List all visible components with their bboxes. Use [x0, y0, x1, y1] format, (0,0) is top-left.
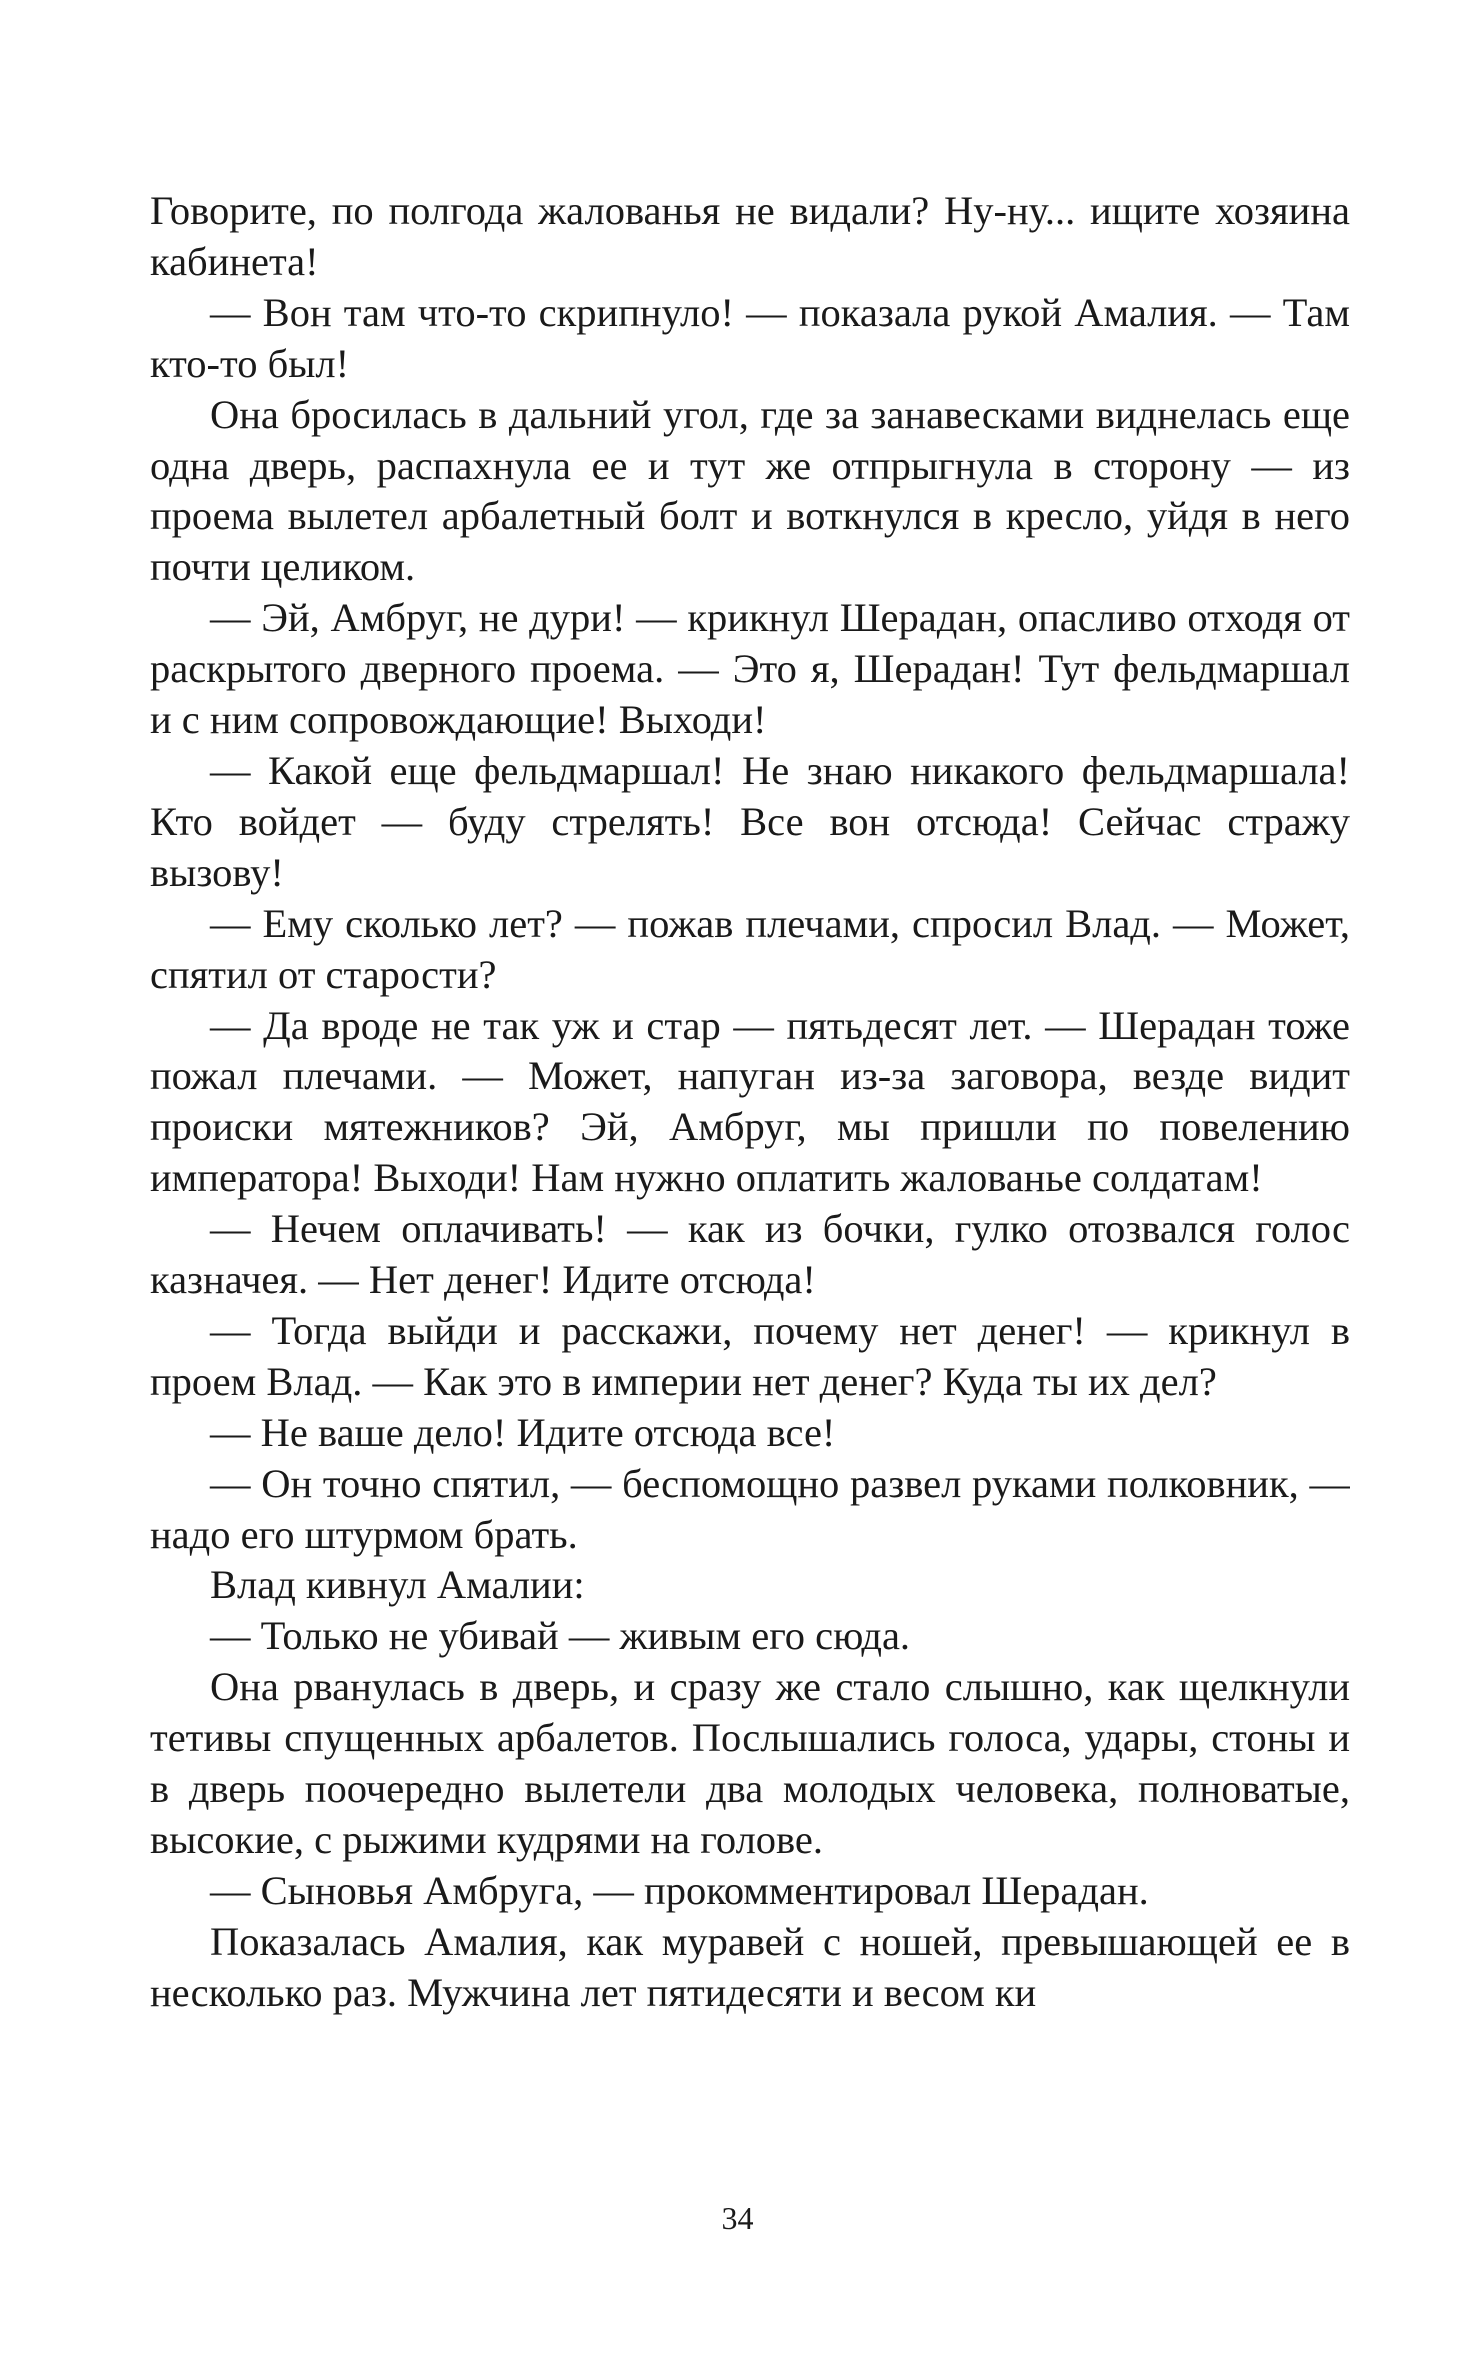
book-page-text [150, 186, 1350, 2186]
paragraph: — Не ваше дело! Идите отсюда все! [210, 1409, 836, 1455]
paragraph: — Тогда выйди и расскажи, почему нет денег! — крикнул в проем Влад. — Как это в империи нет денег? Куда ты их дел? [150, 1307, 1350, 1404]
paragraph: — Сыновья Амбруга, — прокомментировал Шерадан. [210, 1867, 1149, 1913]
paragraph: Говорите, по полгода жалованья не видали? Ну-ну... ищите хозяина кабинета! [150, 188, 1350, 284]
page-number: 34 [721, 2200, 754, 2236]
paragraph: — Эй, Амбруг, не дури! — крикнул Шерадан, опасливо отходя от раскрытого дверного проема. — Это я, Шерадан! Тут фельдмаршал и с ним сопровождающие! Выходи! [150, 595, 1350, 743]
paragraph: Она рванулась в дверь, и сразу же стало слышно, как щелкнули тетивы спущенных арбалетов. Послышались голоса, удары, стоны и в дверь поочередно вылетели два молодых человека, полноватые, высокие, с рыжими кудрями на голове. [150, 1664, 1350, 1862]
paragraph: — Он точно спятил, — беспомощно развел руками полковник, — надо его штурмом брать. [150, 1460, 1350, 1557]
paragraph: — Да вроде не так уж и стар — пятьдесят лет. — Шерадан тоже пожал плечами. — Может, напуган из-за заговора, везде видит происки мятежников? Эй, Амбруг, мы пришли по повелению императора! Выходи! Нам нужно оплатить жалованье солдатам! [150, 1002, 1350, 1201]
paragraph: Показалась Амалия, как муравей с ношей, превышающей ее в несколько раз. Мужчина лет пятидесяти и весом ки [150, 1918, 1350, 2015]
paragraph: — Какой еще фельдмаршал! Не знаю никакого фельдмаршала! Кто войдет — буду стрелять! Все вон отсюда! Сейчас стражу вызову! [150, 747, 1350, 895]
paragraph: Влад кивнул Амалии: [210, 1562, 585, 1608]
paragraph: — Нечем оплачивать! — как из бочки, гулко отозвался голос казначея. — Нет денег! Идите отсюда! [150, 1206, 1350, 1303]
paragraph: — Вон там что-то скрипнуло! — показала рукой Амалия. — Там кто-то был! [150, 289, 1350, 386]
paragraph: — Ему сколько лет? — пожав плечами, спросил Влад. — Может, спятил от старости? [150, 900, 1350, 997]
paragraph: — Только не убивай — живым его сюда. [210, 1613, 911, 1659]
paragraph: Она бросилась в дальний угол, где за занавесками виднелась еще одна дверь, распахнула ее и тут же отпрыгнула в сторону — из проема вылетел арбалетный болт и воткнулся в кресло, уйдя в него почти целиком. [150, 391, 1350, 590]
